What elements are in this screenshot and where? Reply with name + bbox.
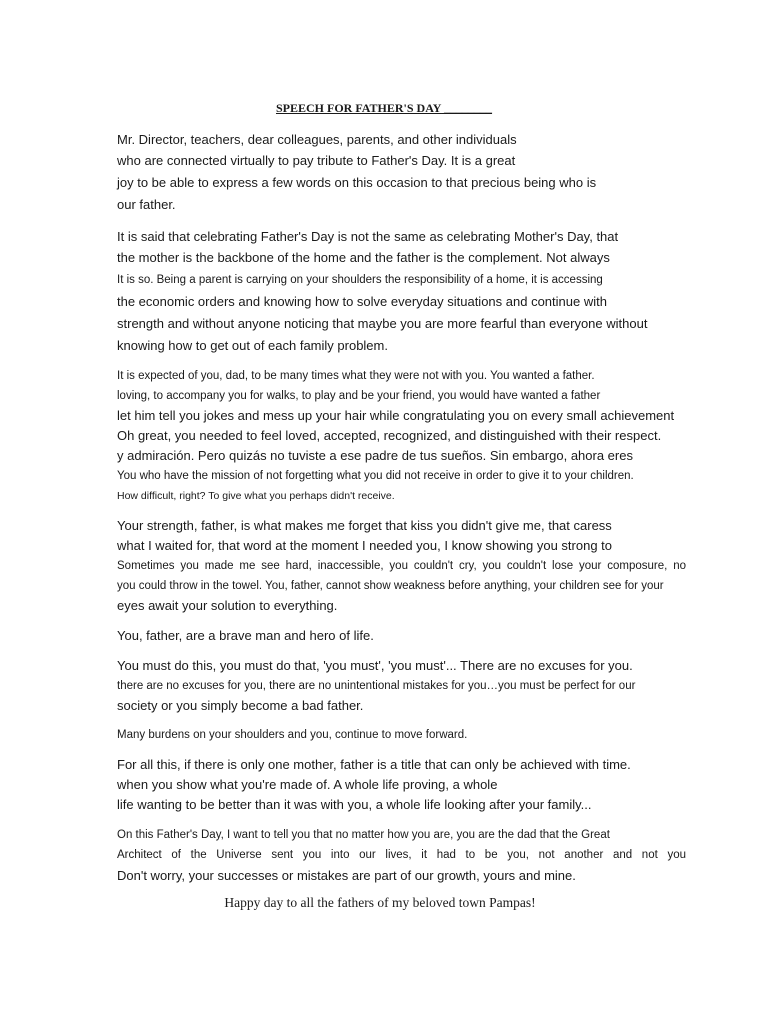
paragraph-line: our father.: [117, 197, 176, 212]
paragraph-line: society or you simply become a bad father.: [117, 698, 364, 713]
paragraph-line: y admiración. Pero quizás no tuviste a ese padre de tus sueños. Sin embargo, ahora eres: [117, 448, 633, 463]
paragraph-line: loving, to accompany you for walks, to play and be your friend, you would have wanted a father: [117, 390, 601, 402]
paragraph-line: How difficult, right? To give what you perhaps didn't receive.: [117, 490, 395, 502]
paragraph-line: You who have the mission of not forgetting what you did not receive in order to give it to your children.: [117, 470, 634, 482]
paragraph-line: Many burdens on your shoulders and you, continue to move forward.: [117, 729, 468, 741]
paragraph-line: life wanting to be better than it was with you, a whole life looking after your family...: [117, 797, 592, 812]
paragraph-line: who are connected virtually to pay tribute to Father's Day. It is a great: [117, 153, 516, 168]
paragraph-line: You, father, are a brave man and hero of life.: [117, 628, 374, 643]
paragraph-line: It is said that celebrating Father's Day is not the same as celebrating Mother's Day, that: [117, 229, 619, 244]
paragraph-line: Architect of the Universe sent you into our lives, it had to be you, not another and not you: [117, 849, 686, 861]
paragraph-line: knowing how to get out of each family problem.: [117, 338, 388, 353]
paragraph-line: you could throw in the towel. You, father, cannot show weakness before anything, your children see for your: [117, 580, 664, 592]
document-title: [0, 101, 768, 116]
paragraph-line: joy to be able to express a few words on this occasion to that precious being who is: [117, 175, 597, 190]
paragraph-line: the mother is the backbone of the home and the father is the complement. Not always: [117, 250, 610, 265]
paragraph-line: Sometimes you made me see hard, inaccessible, you couldn't cry, you couldn't lose your composure, no: [117, 560, 686, 572]
paragraph-line: there are no excuses for you, there are no unintentional mistakes for you…you must be perfect for our: [117, 680, 636, 692]
paragraph-line: For all this, if there is only one mother, father is a title that can only be achieved with time.: [117, 757, 631, 772]
title-underline: ________: [444, 101, 493, 115]
paragraph-line: You must do this, you must do that, 'you must', 'you must'... There are no excuses for you.: [117, 658, 633, 673]
closing-line: Happy day to all the fathers of my beloved town Pampas!: [224, 895, 536, 910]
paragraph-line: Your strength, father, is what makes me forget that kiss you didn't give me, that caress: [117, 518, 612, 533]
paragraph-line: Mr. Director, teachers, dear colleagues, parents, and other individuals: [117, 132, 517, 147]
paragraph-line: Don't worry, your successes or mistakes are part of our growth, yours and mine.: [117, 868, 576, 883]
paragraph-line: Oh great, you needed to feel loved, accepted, recognized, and distinguished with their respect.: [117, 428, 662, 443]
paragraph-line: the economic orders and knowing how to solve everyday situations and continue with: [117, 294, 607, 309]
paragraph-line: On this Father's Day, I want to tell you that no matter how you are, you are the dad that the Great: [117, 829, 610, 841]
paragraph-line: eyes await your solution to everything.: [117, 598, 338, 613]
paragraph-line: It is so. Being a parent is carrying on your shoulders the responsibility of a home, it is accessing: [117, 274, 603, 286]
paragraph-line: let him tell you jokes and mess up your hair while congratulating you on every small achievement: [117, 408, 675, 423]
paragraph-line: It is expected of you, dad, to be many times what they were not with you. You wanted a father.: [117, 370, 595, 382]
paragraph-line: what I waited for, that word at the moment I needed you, I know showing you strong to: [117, 538, 613, 553]
paragraph-line: strength and without anyone noticing that maybe you are more fearful than everyone without: [117, 316, 648, 331]
title-text: SPEECH FOR FATHER'S DAY: [275, 101, 442, 115]
paragraph-line: when you show what you're made of. A whole life proving, a whole: [117, 777, 498, 792]
